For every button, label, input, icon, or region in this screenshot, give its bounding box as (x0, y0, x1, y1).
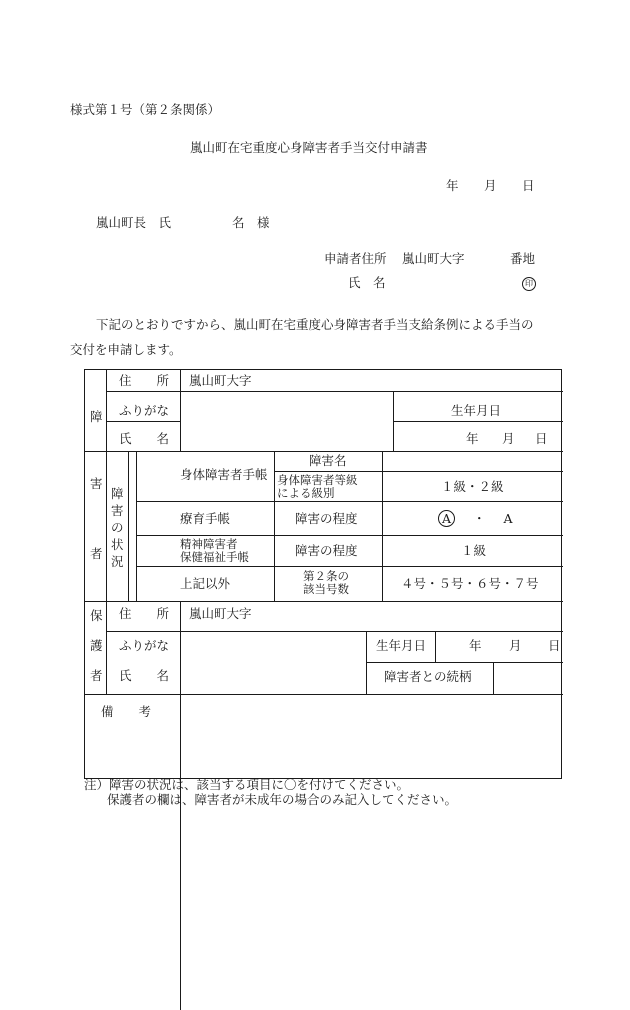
address-label: 住 所 (119, 373, 170, 388)
other-label: 上記以外 (180, 576, 231, 591)
status-section-char-4: 状 (111, 537, 124, 552)
mental-degree-label: 障害の程度 (295, 543, 358, 558)
disability-name-label: 障害名 (309, 453, 347, 468)
applicant-name-label: 氏 名 (348, 275, 386, 290)
seal-icon: 印 (522, 277, 536, 291)
birth-month-label: 月 (502, 431, 515, 446)
note-line-2: 保護者の欄は、障害者が未成年の場合のみ記入してください。 (107, 792, 458, 807)
intro-line-1: 下記のとおりですから、嵐山町在宅重度心身障害者手当支給条例による手当の (96, 317, 534, 332)
physical-handbook-label: 身体障害者手帳 (180, 467, 268, 482)
applicant-address-value: 嵐山町大字 (402, 251, 465, 266)
application-table (84, 369, 562, 779)
date-day-label: 日 (522, 178, 535, 193)
disabled-section-char-2: 害 (90, 476, 103, 491)
seal-mark (522, 276, 536, 291)
relationship-label: 障害者との続柄 (384, 669, 472, 684)
birth-date-label: 生年月日 (451, 403, 502, 418)
remarks-label: 備 考 (101, 704, 152, 719)
page-title: 嵐山町在宅重度心身障害者手当交付申請書 (190, 140, 428, 155)
grade-label-line-2: による級別 (277, 486, 335, 500)
ryoiku-handbook-label: 療育手帳 (180, 511, 231, 526)
article2-line-2: 該当号数 (303, 582, 349, 596)
guardian-birth-month: 月 (509, 638, 522, 653)
guardian-birth-year: 年 (469, 638, 482, 653)
birth-day-label: 日 (535, 431, 548, 446)
ryoiku-options[interactable] (438, 510, 513, 527)
ryoiku-degree-label: 障害の程度 (295, 511, 358, 526)
addressee: 嵐山町長 氏 (96, 215, 172, 230)
intro-line-2: 交付を申請します。 (70, 342, 182, 357)
guardian-furigana-label: ふりがな (119, 638, 170, 653)
status-section-char-5: 況 (111, 554, 124, 569)
article2-options[interactable]: ４号・５号・６号・７号 (401, 576, 539, 591)
status-section-char-1: 障 (111, 486, 124, 501)
guardian-birth-label: 生年月日 (376, 638, 427, 653)
guardian-section-char-3: 者 (90, 668, 103, 683)
guardian-section-char-2: 護 (90, 638, 103, 653)
status-section-char-2: 害 (111, 503, 124, 518)
guardian-address-value[interactable]: 嵐山町大字 (189, 606, 252, 621)
applicant-banchi: 番地 (510, 251, 536, 266)
disabled-section-char-3: 者 (90, 546, 103, 561)
grade-options[interactable]: １級・２級 (441, 479, 504, 494)
address-value[interactable]: 嵐山町大字 (189, 373, 252, 388)
status-section-char-3: の (111, 520, 124, 535)
date-year-label: 年 (446, 178, 459, 193)
mental-degree-value[interactable]: １級 (461, 543, 487, 558)
applicant-address-label: 申請者住所 (324, 251, 387, 266)
option-separator: ・ (472, 511, 486, 526)
furigana-label: ふりがな (119, 403, 170, 418)
mental-handbook-line-2: 保健福祉手帳 (180, 550, 249, 564)
note-line-1: 注）障害の状況は、該当する項目に〇を付けてください。 (84, 777, 410, 792)
grade-label-line-1: 身体障害者等級 (277, 473, 358, 487)
birth-year-label: 年 (466, 431, 479, 446)
disabled-section-char-1: 障 (90, 409, 103, 424)
guardian-section-char-1: 保 (90, 608, 103, 623)
option-a[interactable]: A (503, 511, 513, 526)
guardian-birth-day: 日 (548, 638, 561, 653)
name-label: 氏 名 (119, 431, 170, 446)
form-number: 様式第１号（第２条関係） (70, 102, 221, 117)
mental-handbook-line-1: 精神障害者 (180, 537, 238, 551)
addressee-name: 名 様 (232, 215, 270, 230)
guardian-name-label: 氏 名 (119, 668, 170, 683)
article2-line-1: 第２条の (303, 569, 349, 583)
option-a-circled[interactable]: A (438, 510, 455, 527)
date-month-label: 月 (484, 178, 497, 193)
guardian-address-label: 住 所 (119, 606, 170, 621)
